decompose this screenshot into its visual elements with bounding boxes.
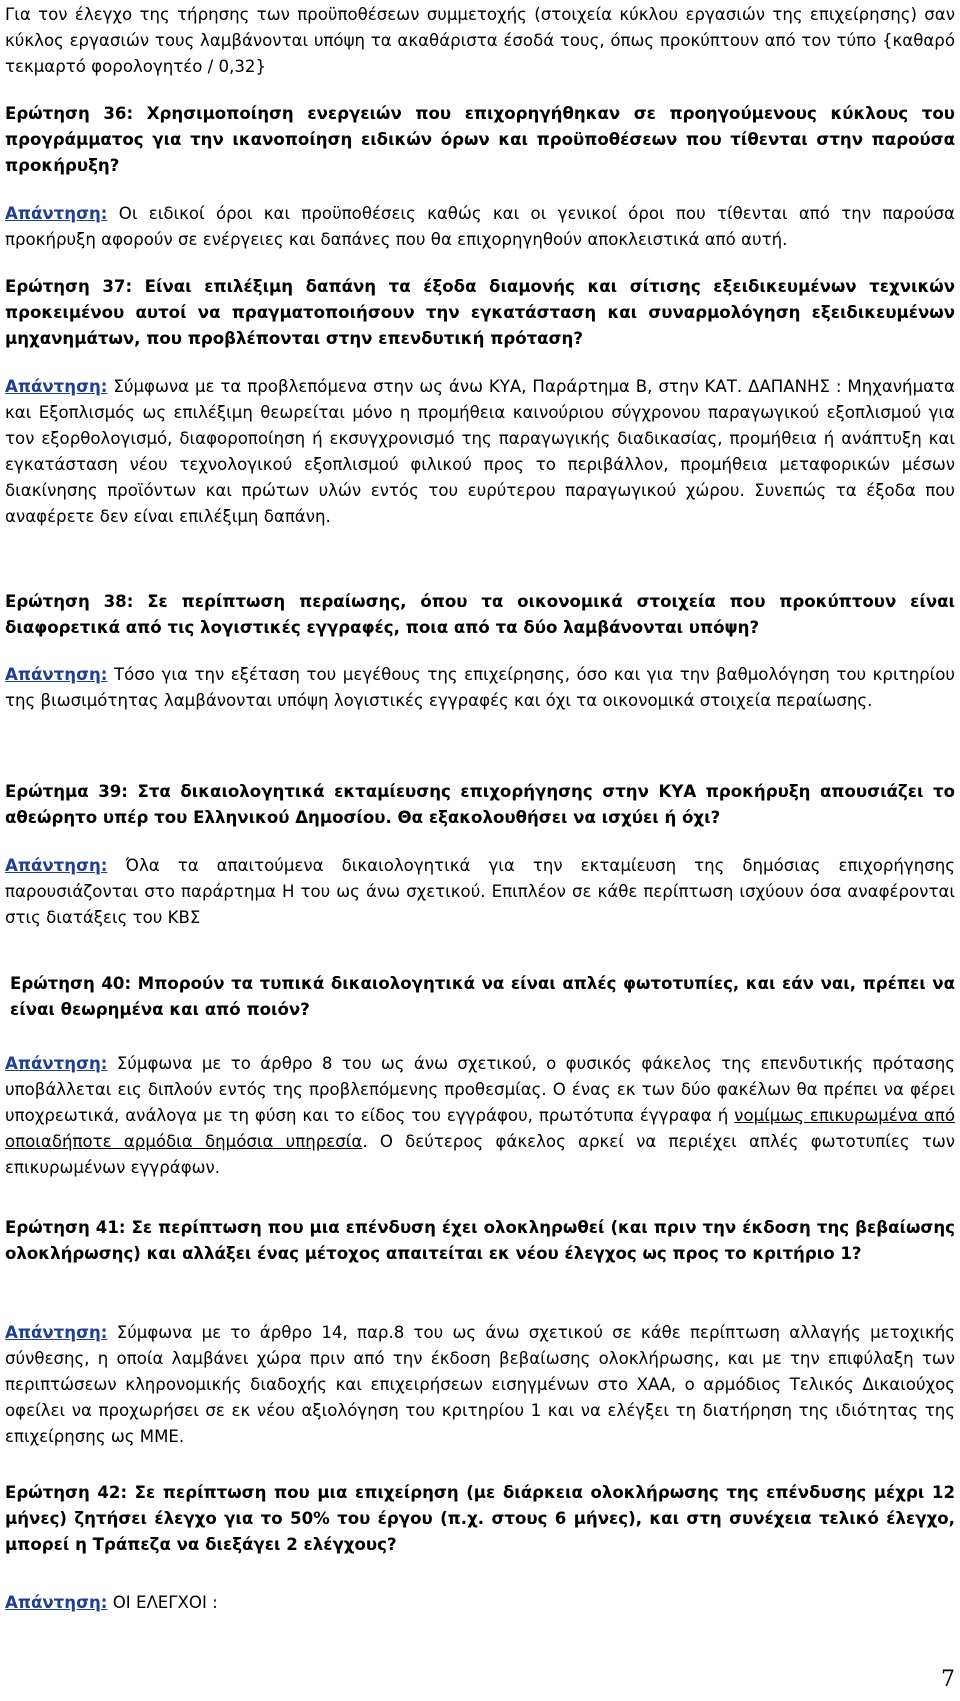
- answer-label: Απάντηση:: [5, 1323, 108, 1342]
- answer-42-text: ΟΙ ΕΛΕΓΧΟΙ :: [112, 1593, 218, 1612]
- answer-label: Απάντηση:: [5, 204, 108, 223]
- answer-label: Απάντηση:: [5, 856, 108, 875]
- answer-label: Απάντηση:: [5, 665, 108, 684]
- answer-label: Απάντηση:: [5, 377, 108, 396]
- answer-40-text-end: . Ο δεύτερος φάκελος αρκεί να περιέχει απλές φωτοτυπίες των επικυρωμένων εγγράφων.: [5, 1132, 955, 1177]
- answer-40-underlined: νομίμως επικυρωμένα από οποιαδήποτε αρμόδια δημόσια υπηρεσία: [5, 1106, 955, 1151]
- answer-40: [5, 1051, 955, 1181]
- answer-39-text: Όλα τα απαιτούμενα δικαιολογητικά για την εκταμίευση της δημόσιας επιχορήγησης παρουσιάζονται στο παράρτημα Η του ως άνω σχετικού. Επιπλέον σε κάθε περίπτωση ισχύουν όσα αναφέρονται στις διατάξεις του ΚΒΣ: [5, 856, 956, 927]
- question-38: Ερώτηση 38: Σε περίπτωση περαίωσης, όπου τα οικονομικά στοιχεία που προκύπτουν είναι διαφορετικά από τις λογιστικές εγγραφές, ποια από τα δύο λαμβάνονται υπόψη?: [5, 592, 955, 637]
- answer-37: [5, 374, 955, 530]
- answer-label: Απάντηση:: [5, 1593, 108, 1612]
- answer-42: [5, 1590, 955, 1616]
- answer-38-text: Τόσο για την εξέταση του μεγέθους της επιχείρησης, όσο και για την βαθμολόγηση του κριτηρίου της βιωσιμότητας λαμβάνονται υπόψη λογιστικές εγγραφές και όχι τα οικονομικά στοιχεία περαίωσης.: [5, 665, 955, 710]
- answer-label: Απάντηση:: [5, 1054, 108, 1073]
- answer-37-text: Σύμφωνα με τα προβλεπόμενα στην ως άνω ΚΥΑ, Παράρτημα Β, στην ΚΑΤ. ΔΑΠΑΝΗΣ : Μηχανήματα και Εξοπλισμός ως επιλέξιμη θεωρείται μόνο η προμήθεια καινούριου σύγχρονου παραγωγικού εξοπλισμού για τον εξορθολογισμό, διαφοροποίηση ή εκσυγχρονισμό της παραγωγικής διαδικασίας, προμήθεια ή ανάπτυξη και εγκατάσταση νέου τεχνολογικού εξοπλισμού φιλικού προς το περιβάλλον, προμήθεια μεταφορικών μέσων διακίνησης προϊόντων και πρώτων υλών εντός του ευρύτερου παραγωγικού χώρου. Συνεπώς τα έξοδα που αναφέρετε δεν είναι επιλέξιμη δαπάνη.: [5, 377, 955, 526]
- question-40: Ερώτηση 40: Μπορούν τα τυπικά δικαιολογητικά να είναι απλές φωτοτυπίες, και εάν ναι, πρέπει να είναι θεωρημένα και από ποιόν?: [10, 974, 955, 1019]
- answer-36: [5, 201, 955, 253]
- question-39: Ερώτημα 39: Στα δικαιολογητικά εκταμίευσης επιχορήγησης στην ΚΥΑ προκήρυξη απουσιάζει το αθεώρητο υπέρ του Ελληνικού Δημοσίου. Θα εξακολουθήσει να ισχύει ή όχι?: [5, 782, 955, 827]
- answer-41-text: Σύμφωνα με το άρθρο 14, παρ.8 του ως άνω σχετικού σε κάθε περίπτωση αλλαγής μετοχικής σύνθεσης, η οποία λαμβάνει χώρα πριν από την έκδοση βεβαίωσης ολοκλήρωσης, και με την επιφύλαξη των περιπτώσεων κληρονομικής διαδοχής και επιχειρήσεων εισηγμένων στο ΧΑΑ, ο αρμόδιος Τελικός Δικαιούχος οφείλει να προχωρήσει σε εκ νέου αξιολόγηση του κριτηρίου 1 και να ελέγξει τη διατήρηση της ιδιότητας της επιχείρησης ως ΜΜΕ.: [5, 1323, 955, 1446]
- answer-40-text: Σύμφωνα με το άρθρο 8 του ως άνω σχετικού, ο φυσικός φάκελος της επενδυτικής πρότασης υποβάλλεται εις διπλούν εντός της προβλεπόμενης προθεσμίας. Ο ένας εκ των δύο φακέλων θα πρέπει να φέρει υποχρεωτικά, ανάλογα με τη φύση και το είδος του εγγράφου, πρωτότυπα έγγραφα ή: [5, 1054, 955, 1125]
- intro-paragraph: Για τον έλεγχο της τήρησης των προϋποθέσεων συμμετοχής (στοιχεία κύκλου εργασιών της επιχείρησης) σαν κύκλος εργασιών τους λαμβάνονται υπόψη τα ακαθάριστα έσοδά τους, όπως προκύπτουν από τον τύπο {καθαρό τεκμαρτό φορολογητέο / 0,32}: [5, 5, 955, 76]
- answer-38: [5, 662, 955, 714]
- answer-36-text: Οι ειδικοί όροι και προϋποθέσεις καθώς και οι γενικοί όροι που τίθενται από την παρούσα προκήρυξη αφορούν σε ενέργειες και δαπάνες που θα επιχορηγηθούν αποκλειστικά από αυτή.: [5, 204, 955, 249]
- answer-39: [5, 853, 955, 931]
- page-number: 7: [941, 1667, 955, 1692]
- question-36: Ερώτηση 36: Χρησιμοποίηση ενεργειών που επιχορηγήθηκαν σε προηγούμενους κύκλους του προγράμματος για την ικανοποίηση ειδικών όρων και προϋποθέσεων που τίθενται στην παρούσα προκήρυξη?: [5, 104, 955, 175]
- question-37: Ερώτηση 37: Είναι επιλέξιμη δαπάνη τα έξοδα διαμονής και σίτισης εξειδικευμένων τεχνικών προκειμένου αυτοί να πραγματοποιήσουν την εγκατάσταση και συναρμολόγηση εξειδικευμένων μηχανημάτων, που προβλέπονται στην επενδυτική πρόταση?: [5, 277, 955, 348]
- question-41: Ερώτηση 41: Σε περίπτωση που μια επένδυση έχει ολοκληρωθεί (και πριν την έκδοση της βεβαίωσης ολοκλήρωσης) και αλλάξει ένας μέτοχος απαιτείται εκ νέου έλεγχος ως προς το κριτήριο 1?: [5, 1218, 955, 1263]
- question-42: Ερώτηση 42: Σε περίπτωση που μια επιχείρηση (με διάρκεια ολοκλήρωσης της επένδυσης μέχρι 12 μήνες) ζητήσει έλεγχο για το 50% του έργου (π.χ. στους 6 μήνες), και στη συνέχεια τελικό έλεγχο, μπορεί η Τράπεζα να διεξάγει 2 ελέγχους?: [5, 1483, 955, 1554]
- answer-41: [5, 1320, 955, 1450]
